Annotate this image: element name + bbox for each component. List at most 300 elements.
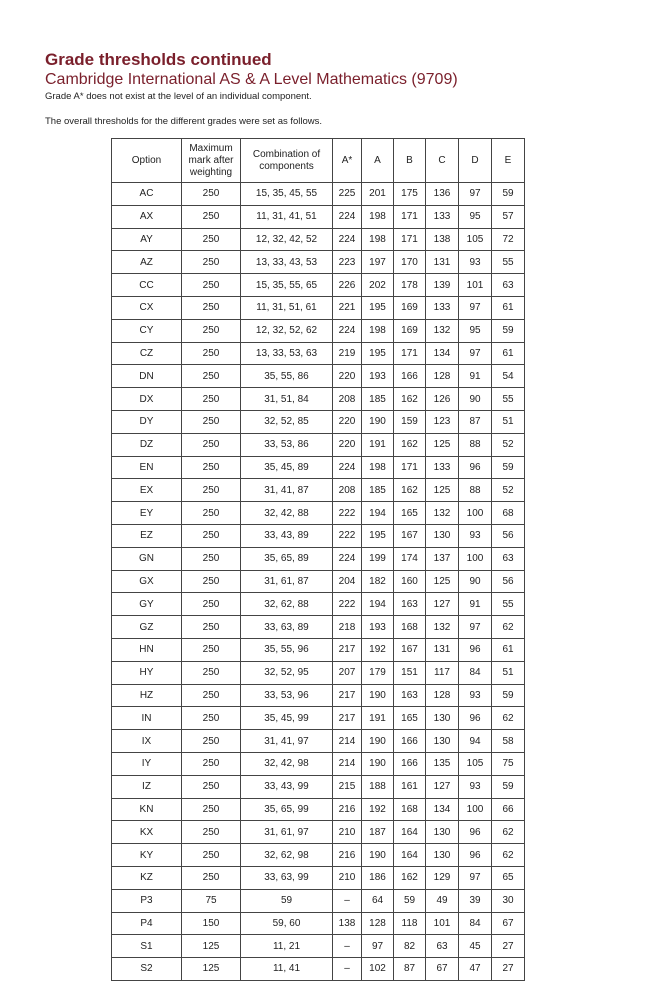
table-cell: 97 [459, 296, 492, 319]
table-cell: 27 [492, 935, 525, 958]
table-cell: EZ [112, 524, 182, 547]
table-row [112, 410, 525, 433]
table-cell: 11, 31, 41, 51 [241, 205, 333, 228]
table-cell: 226 [333, 274, 362, 297]
table-cell: 138 [426, 228, 459, 251]
table-cell: 11, 21 [241, 935, 333, 958]
table-cell: 131 [426, 638, 459, 661]
table-cell: 250 [182, 388, 241, 411]
table-cell: 47 [459, 958, 492, 981]
table-cell: 35, 55, 96 [241, 638, 333, 661]
table-cell: 166 [394, 365, 426, 388]
table-cell: 197 [362, 251, 394, 274]
header-cell-c: C [426, 139, 459, 183]
page-header [45, 50, 458, 103]
table-cell: 132 [426, 616, 459, 639]
table-cell: 52 [492, 479, 525, 502]
table-row [112, 707, 525, 730]
table-cell: 250 [182, 547, 241, 570]
table-cell: 118 [394, 912, 426, 935]
table-row [112, 319, 525, 342]
table-cell: 225 [333, 183, 362, 206]
table-cell: 195 [362, 342, 394, 365]
table-row [112, 638, 525, 661]
table-cell: EN [112, 456, 182, 479]
table-row [112, 183, 525, 206]
table-cell: 217 [333, 638, 362, 661]
table-cell: 87 [394, 958, 426, 981]
table-cell: KX [112, 821, 182, 844]
header-cell-maximum-mark: Maximum mark after weighting [182, 139, 241, 183]
table-cell: 250 [182, 730, 241, 753]
table-cell: 250 [182, 524, 241, 547]
table-cell: 194 [362, 593, 394, 616]
table-cell: 27 [492, 958, 525, 981]
table-cell: 56 [492, 570, 525, 593]
table-cell: 33, 63, 89 [241, 616, 333, 639]
table-cell: 97 [459, 616, 492, 639]
table-cell: 32, 62, 88 [241, 593, 333, 616]
header-cell-d: D [459, 139, 492, 183]
table-cell: 102 [362, 958, 394, 981]
table-cell: P4 [112, 912, 182, 935]
table-cell: 45 [459, 935, 492, 958]
table-cell: 162 [394, 388, 426, 411]
table-cell: 202 [362, 274, 394, 297]
table-cell: 217 [333, 707, 362, 730]
table-cell: 171 [394, 205, 426, 228]
table-cell: 222 [333, 593, 362, 616]
table-cell: 250 [182, 183, 241, 206]
table-cell: 135 [426, 752, 459, 775]
table-row [112, 912, 525, 935]
table-cell: 250 [182, 433, 241, 456]
table-cell: 250 [182, 342, 241, 365]
table-cell: 170 [394, 251, 426, 274]
table-cell: 250 [182, 274, 241, 297]
intro-text: The overall thresholds for the different grades were set as follows. [45, 116, 323, 127]
table-cell: 62 [492, 707, 525, 730]
table-row [112, 935, 525, 958]
table-cell: 128 [426, 365, 459, 388]
table-cell: 13, 33, 53, 63 [241, 342, 333, 365]
table-cell: 66 [492, 798, 525, 821]
table-cell: 185 [362, 479, 394, 502]
table-cell: 139 [426, 274, 459, 297]
table-cell: 61 [492, 638, 525, 661]
table-cell: 93 [459, 775, 492, 798]
table-cell: 250 [182, 365, 241, 388]
table-cell: 33, 43, 99 [241, 775, 333, 798]
table-cell: 222 [333, 524, 362, 547]
table-cell: 204 [333, 570, 362, 593]
table-cell: 96 [459, 638, 492, 661]
table-cell: 65 [492, 866, 525, 889]
table-cell: HY [112, 661, 182, 684]
table-cell: 194 [362, 502, 394, 525]
table-cell: 195 [362, 524, 394, 547]
table-cell: 32, 42, 88 [241, 502, 333, 525]
table-cell: 167 [394, 524, 426, 547]
table-row [112, 752, 525, 775]
table-cell: 97 [459, 342, 492, 365]
header-cell-option: Option [112, 139, 182, 183]
table-cell: 220 [333, 433, 362, 456]
table-cell: 165 [394, 502, 426, 525]
table-row [112, 730, 525, 753]
table-cell: 178 [394, 274, 426, 297]
table-cell: 91 [459, 365, 492, 388]
table-cell: 171 [394, 456, 426, 479]
table-cell: 169 [394, 296, 426, 319]
table-cell: 191 [362, 433, 394, 456]
table-cell: 75 [492, 752, 525, 775]
table-cell: 250 [182, 228, 241, 251]
table-cell: 250 [182, 593, 241, 616]
table-cell: 163 [394, 593, 426, 616]
table-cell: 51 [492, 410, 525, 433]
table-cell: GY [112, 593, 182, 616]
table-cell: 190 [362, 410, 394, 433]
table-cell: 59 [492, 183, 525, 206]
table-cell: 125 [426, 433, 459, 456]
table-cell: 49 [426, 889, 459, 912]
table-cell: 199 [362, 547, 394, 570]
table-cell: 52 [492, 433, 525, 456]
table-cell: 87 [459, 410, 492, 433]
table-cell: 190 [362, 730, 394, 753]
table-cell: KY [112, 844, 182, 867]
table-cell: 182 [362, 570, 394, 593]
table-row [112, 684, 525, 707]
table-cell: 125 [182, 935, 241, 958]
table-cell: 134 [426, 798, 459, 821]
table-cell: 207 [333, 661, 362, 684]
table-cell: 82 [394, 935, 426, 958]
table-cell: 128 [426, 684, 459, 707]
table-cell: CC [112, 274, 182, 297]
table-cell: 30 [492, 889, 525, 912]
table-cell: 130 [426, 821, 459, 844]
table-cell: 164 [394, 844, 426, 867]
table-cell: 127 [426, 593, 459, 616]
table-cell: 125 [182, 958, 241, 981]
table-cell: 195 [362, 296, 394, 319]
table-cell: 214 [333, 730, 362, 753]
table-row [112, 456, 525, 479]
table-cell: 126 [426, 388, 459, 411]
table-cell: 125 [426, 570, 459, 593]
table-cell: 185 [362, 388, 394, 411]
table-cell: CZ [112, 342, 182, 365]
table-cell: 100 [459, 798, 492, 821]
table-cell: 137 [426, 547, 459, 570]
table-cell: 193 [362, 365, 394, 388]
table-cell: 55 [492, 593, 525, 616]
table-cell: 32, 52, 95 [241, 661, 333, 684]
table-cell: 35, 45, 89 [241, 456, 333, 479]
table-cell: 250 [182, 456, 241, 479]
table-cell: 166 [394, 752, 426, 775]
table-cell: IX [112, 730, 182, 753]
table-cell: 31, 41, 87 [241, 479, 333, 502]
table-cell: 250 [182, 570, 241, 593]
table-cell: 57 [492, 205, 525, 228]
table-cell: AX [112, 205, 182, 228]
table-cell: 90 [459, 388, 492, 411]
table-cell: 100 [459, 547, 492, 570]
table-row [112, 479, 525, 502]
table-cell: 132 [426, 502, 459, 525]
table-cell: 96 [459, 844, 492, 867]
grade-thresholds-table [111, 138, 525, 981]
header-cell-e: E [492, 139, 525, 183]
table-cell: 198 [362, 319, 394, 342]
table-cell: 95 [459, 319, 492, 342]
table-row [112, 502, 525, 525]
table-cell: 250 [182, 661, 241, 684]
table-cell: 198 [362, 456, 394, 479]
table-cell: CY [112, 319, 182, 342]
table-cell: 31, 61, 97 [241, 821, 333, 844]
table-cell: 93 [459, 524, 492, 547]
table-cell: 130 [426, 844, 459, 867]
table-cell: 61 [492, 342, 525, 365]
table-cell: 250 [182, 798, 241, 821]
table-row [112, 593, 525, 616]
table-cell: HN [112, 638, 182, 661]
table-row [112, 342, 525, 365]
table-cell: 62 [492, 821, 525, 844]
table-cell: 250 [182, 775, 241, 798]
table-cell: 55 [492, 388, 525, 411]
table-cell: 130 [426, 730, 459, 753]
table-cell: 198 [362, 228, 394, 251]
table-cell: 32, 62, 98 [241, 844, 333, 867]
table-row [112, 616, 525, 639]
table-cell: 221 [333, 296, 362, 319]
table-cell: 59 [492, 319, 525, 342]
table-cell: 224 [333, 456, 362, 479]
table-cell: – [333, 958, 362, 981]
table-cell: 250 [182, 502, 241, 525]
table-cell: KZ [112, 866, 182, 889]
table-row [112, 775, 525, 798]
table-cell: 190 [362, 684, 394, 707]
table-cell: 97 [362, 935, 394, 958]
table-cell: 63 [492, 274, 525, 297]
table-cell: 224 [333, 547, 362, 570]
table-cell: 95 [459, 205, 492, 228]
table-cell: 188 [362, 775, 394, 798]
table-cell: 93 [459, 684, 492, 707]
table-cell: 168 [394, 616, 426, 639]
table-cell: 164 [394, 821, 426, 844]
table-cell: 63 [426, 935, 459, 958]
table-cell: 96 [459, 707, 492, 730]
table-cell: 59, 60 [241, 912, 333, 935]
table-cell: P3 [112, 889, 182, 912]
table-cell: 88 [459, 479, 492, 502]
table-cell: 11, 31, 51, 61 [241, 296, 333, 319]
table-cell: 90 [459, 570, 492, 593]
table-cell: 215 [333, 775, 362, 798]
table-cell: 151 [394, 661, 426, 684]
table-cell: 35, 65, 99 [241, 798, 333, 821]
table-cell: 101 [426, 912, 459, 935]
table-cell: 59 [492, 684, 525, 707]
table-row [112, 958, 525, 981]
table-row [112, 433, 525, 456]
table-cell: 163 [394, 684, 426, 707]
header-cell-combination: Combination of components [241, 139, 333, 183]
table-cell: 133 [426, 205, 459, 228]
table-row [112, 251, 525, 274]
table-cell: 15, 35, 45, 55 [241, 183, 333, 206]
table-cell: 220 [333, 410, 362, 433]
table-cell: 35, 45, 99 [241, 707, 333, 730]
table-cell: 11, 41 [241, 958, 333, 981]
table-cell: 250 [182, 319, 241, 342]
table-cell: 216 [333, 844, 362, 867]
table-cell: 59 [394, 889, 426, 912]
table-cell: 58 [492, 730, 525, 753]
table-cell: 62 [492, 844, 525, 867]
table-cell: 165 [394, 707, 426, 730]
table-cell: 33, 63, 99 [241, 866, 333, 889]
table-row [112, 547, 525, 570]
table-cell: 250 [182, 251, 241, 274]
table-row [112, 844, 525, 867]
table-cell: DN [112, 365, 182, 388]
table-cell: 160 [394, 570, 426, 593]
table-cell: 216 [333, 798, 362, 821]
table-cell: – [333, 935, 362, 958]
table-row [112, 388, 525, 411]
table-cell: 94 [459, 730, 492, 753]
table-cell: 51 [492, 661, 525, 684]
table-cell: 128 [362, 912, 394, 935]
table-cell: 129 [426, 866, 459, 889]
table-row [112, 274, 525, 297]
table-cell: 220 [333, 365, 362, 388]
table-cell: 105 [459, 752, 492, 775]
table-cell: 210 [333, 821, 362, 844]
table-cell: 35, 65, 89 [241, 547, 333, 570]
table-cell: 179 [362, 661, 394, 684]
table-cell: CX [112, 296, 182, 319]
table-cell: 133 [426, 456, 459, 479]
table-cell: 136 [426, 183, 459, 206]
table-cell: 61 [492, 296, 525, 319]
table-cell: 171 [394, 342, 426, 365]
table-row [112, 524, 525, 547]
table-cell: 134 [426, 342, 459, 365]
table-cell: 62 [492, 616, 525, 639]
table-cell: 54 [492, 365, 525, 388]
table-cell: 162 [394, 479, 426, 502]
table-cell: 32, 52, 85 [241, 410, 333, 433]
table-row [112, 866, 525, 889]
table-cell: 101 [459, 274, 492, 297]
table-cell: 33, 53, 86 [241, 433, 333, 456]
table-cell: 224 [333, 205, 362, 228]
table-cell: 33, 53, 96 [241, 684, 333, 707]
table-cell: 208 [333, 388, 362, 411]
table-cell: 190 [362, 844, 394, 867]
table-row [112, 798, 525, 821]
table-row [112, 365, 525, 388]
table-cell: 250 [182, 296, 241, 319]
table-cell: DX [112, 388, 182, 411]
table-header-row [112, 139, 525, 183]
table-cell: 100 [459, 502, 492, 525]
table-cell: 97 [459, 183, 492, 206]
table-cell: IZ [112, 775, 182, 798]
table-cell: 217 [333, 684, 362, 707]
table-row [112, 570, 525, 593]
table-cell: 250 [182, 866, 241, 889]
table-cell: 35, 55, 86 [241, 365, 333, 388]
table-cell: 250 [182, 638, 241, 661]
table-cell: 250 [182, 821, 241, 844]
table-cell: 67 [492, 912, 525, 935]
table-cell: 93 [459, 251, 492, 274]
table-cell: EY [112, 502, 182, 525]
table-cell: 96 [459, 821, 492, 844]
table-cell: AZ [112, 251, 182, 274]
table-cell: 55 [492, 251, 525, 274]
table-cell: 132 [426, 319, 459, 342]
table-cell: DY [112, 410, 182, 433]
table-cell: 218 [333, 616, 362, 639]
table-cell: 162 [394, 433, 426, 456]
table-cell: 123 [426, 410, 459, 433]
table-cell: 150 [182, 912, 241, 935]
table-cell: 159 [394, 410, 426, 433]
table-cell: – [333, 889, 362, 912]
header-cell-a: A [362, 139, 394, 183]
table-cell: 84 [459, 661, 492, 684]
table-cell: 130 [426, 707, 459, 730]
table-row [112, 661, 525, 684]
table-cell: 208 [333, 479, 362, 502]
table-cell: 31, 41, 97 [241, 730, 333, 753]
table-cell: 223 [333, 251, 362, 274]
table-cell: 105 [459, 228, 492, 251]
table-cell: 117 [426, 661, 459, 684]
table-cell: AC [112, 183, 182, 206]
table-cell: 97 [459, 866, 492, 889]
table-cell: 190 [362, 752, 394, 775]
page-title: Grade thresholds continued [45, 50, 272, 69]
table-cell: 192 [362, 638, 394, 661]
table-cell: 56 [492, 524, 525, 547]
table-cell: GZ [112, 616, 182, 639]
table-cell: 174 [394, 547, 426, 570]
table-cell: 59 [492, 775, 525, 798]
table-cell: S1 [112, 935, 182, 958]
table-cell: 63 [492, 547, 525, 570]
table-cell: 12, 32, 42, 52 [241, 228, 333, 251]
table-cell: 67 [426, 958, 459, 981]
table-cell: 96 [459, 456, 492, 479]
table-cell: 191 [362, 707, 394, 730]
table-cell: 68 [492, 502, 525, 525]
table-cell: 39 [459, 889, 492, 912]
table-cell: IN [112, 707, 182, 730]
table-row [112, 228, 525, 251]
